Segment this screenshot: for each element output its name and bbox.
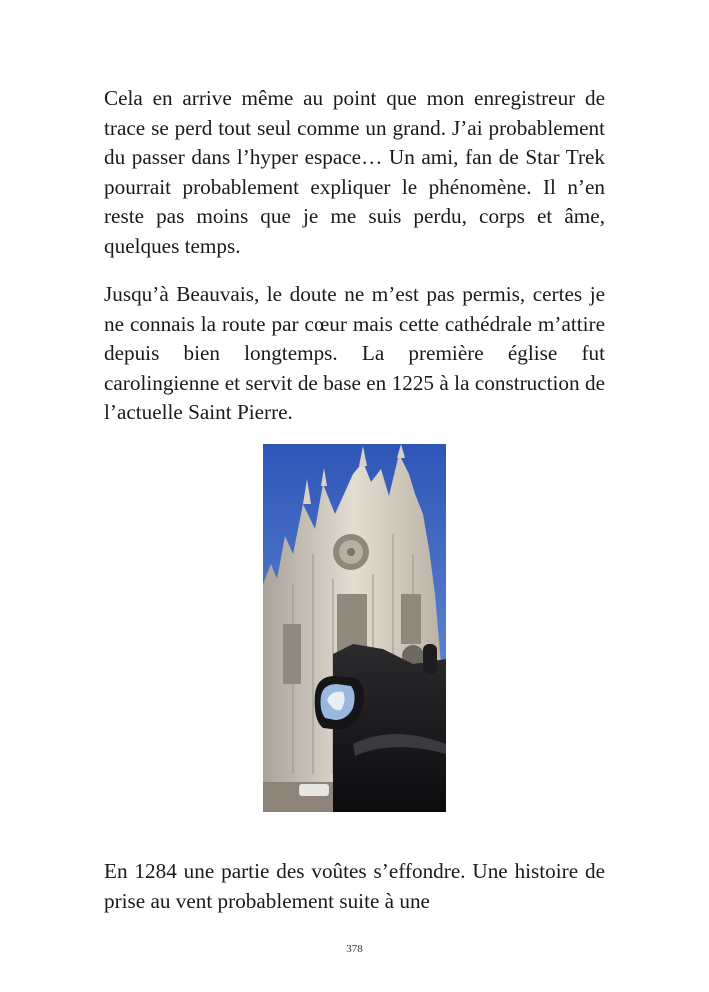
paragraph-1: Cela en arrive même au point que mon enregistreur de trace se perd tout seul comme un grand. J’ai probablement du passer dans l’hyper espace… Un ami, fan de Star Trek pourrait probablement expliquer le phénomène. Il n’en reste pas moins que je me suis perdu, corps et âme, quelques temps. [104, 86, 605, 258]
paragraph-2: Jusqu’à Beauvais, le doute ne m’est pas permis, certes je ne connais la route par cœur mais cette cathédrale m’attire depuis bien longtemps. La première église fut carolingienne et servit de base en 1225 à la construction de l’actuelle Saint Pierre. [104, 282, 605, 425]
cathedral-photo [263, 444, 446, 812]
page-number: 378 [346, 943, 363, 955]
paragraph-3: En 1284 une partie des voûtes s’effondre. Une histoire de prise au vent probablement suite à une [104, 859, 605, 913]
